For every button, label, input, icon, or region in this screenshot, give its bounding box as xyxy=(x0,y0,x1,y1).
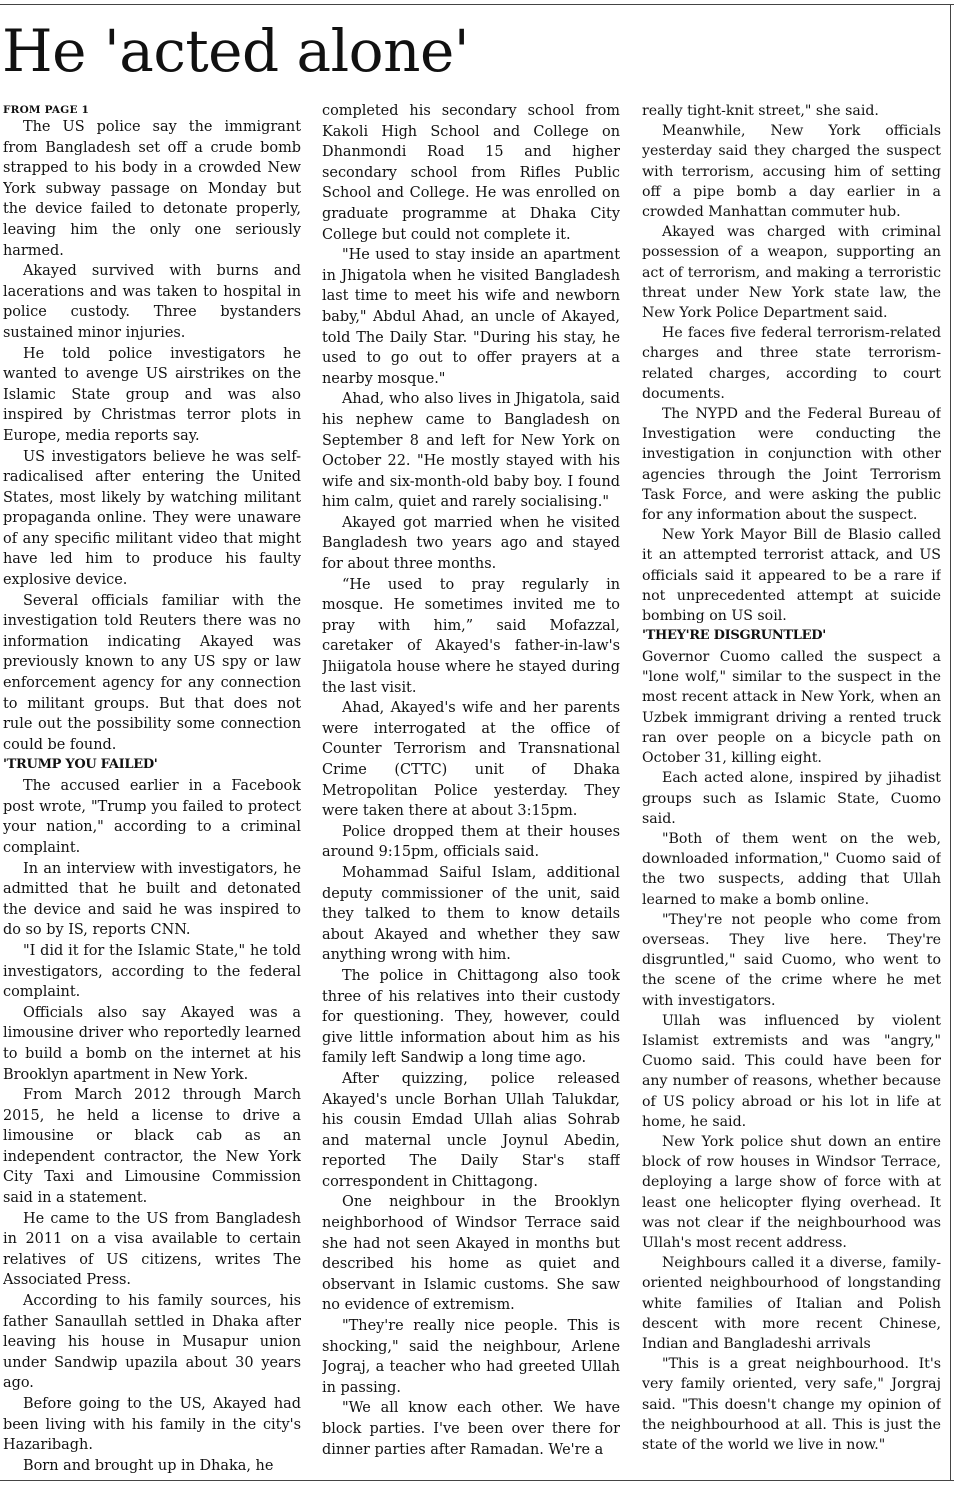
paragraph: He faces five federal terrorism-related charges and three state terrorism-related charges, according to court documents. xyxy=(642,325,941,402)
paragraph: Ullah was influenced by violent Islamist extremists and was "angry," Cuomo said. This could have been for any number of reasons, whether because of US policy abroad or his lot in life at home, he said. xyxy=(642,1012,941,1130)
paragraph: Neighbours called it a diverse, family-oriented neighbourhood of longstanding white families of Italian and Polish descent with more recent Chinese, Indian and Bangladeshi arrivals xyxy=(642,1255,941,1352)
paragraph: In an interview with investigators, he admitted that he built and detonated the device and said he was inspired to do so by IS, reports CNN. xyxy=(3,860,301,939)
paragraph: Before going to the US, Akayed had been living with his family in the city's Hazaribagh. xyxy=(3,1396,301,1454)
paragraph: One neighbour in the Brooklyn neighborhood of Windsor Terrace said she had not seen Akayed in months but described his home as quiet and observant in Islamic customs. She saw no evidence of extremism. xyxy=(322,1194,620,1314)
paragraph: According to his family sources, his father Sanaullah settled in Dhaka after leaving his house in Musapur union under Sandwip upazila about 30 years ago. xyxy=(3,1293,301,1392)
paragraph: really tight-knit street," she said. xyxy=(642,103,879,119)
paragraph: The NYPD and the Federal Bureau of Investigation were conducting the investigation in conjunction with other agencies through the Joint Terrorism Task Force, and were asking the public for any information about the suspect. xyxy=(642,406,941,524)
paragraph: Akayed was charged with criminal possession of a weapon, supporting an act of terrorism, and making a terroristic threat under New York state law, the New York Police Department said. xyxy=(642,224,941,322)
paragraph: Ahad, Akayed's wife and her parents were interrogated at the office of Counter Terrorism and Transnational Crime (CTTC) unit of Dhaka Metropolitan Police yesterday. They were taken there at about 3:15pm. xyxy=(322,700,620,820)
paragraph: After quizzing, police released Akayed's uncle Borhan Ullah Talukdar, his cousin Emdad Ullah alias Sohrab and maternal uncle Joynul Abedin, reported The Daily Star's staff correspondent in Chittagong. xyxy=(322,1070,620,1190)
article-column-2 xyxy=(322,101,620,1479)
right-border-rule xyxy=(950,4,951,1480)
paragraph: He told police investigators he wanted to avenge US airstrikes on the Islamic State group and was also inspired by Christmas terror plots in Europe, media reports say. xyxy=(3,345,301,444)
paragraph: Akayed got married when he visited Bangladesh two years ago and stayed for about three months. xyxy=(322,514,620,573)
paragraph: completed his secondary school from Kakoli High School and College on Dhanmondi Road 15 and higher secondary school from Rifles Public School and College. He was enrolled on graduate programme at Dhaka City College but could not complete it. xyxy=(322,103,620,243)
paragraph: Police dropped them at their houses around 9:15pm, officials said. xyxy=(322,823,620,861)
paragraph: New York Mayor Bill de Blasio called it an attempted terrorist attack, and US officials said it appeared to be a rare if not unprecedented attempt at suicide bombing on US soil. xyxy=(642,527,941,625)
paragraph: US investigators believe he was self-radicalised after entering the United States, most likely by watching militant propaganda online. They were unaware of any specific militant video that might have led him to produce his faulty explosive device. xyxy=(3,448,301,589)
subheading: 'TRUMP YOU FAILED' xyxy=(3,757,158,773)
paragraph: Mohammad Saiful Islam, additional deputy commissioner of the unit, said they talked to them to know details about Akayed and whether they saw anything wrong with him. xyxy=(322,864,620,964)
paragraph: "Both of them went on the web, downloaded information," Cuomo said of the two suspects, adding that Ullah learned to make a bomb online. xyxy=(642,830,941,908)
paragraph: "I did it for the Islamic State," he told investigators, according to the federal complaint. xyxy=(3,942,301,1001)
bottom-rule xyxy=(0,1480,954,1481)
paragraph: The police in Chittagong also took three of his relatives into their custody for questioning. They, however, could give little information about him as his family left Sandwip a long time ago. xyxy=(322,967,620,1067)
paragraph: Meanwhile, New York officials yesterday said they charged the suspect with terrorism, accusing him of setting off a pipe bomb a day earlier in a crowded Manhattan commuter hub. xyxy=(642,123,941,221)
article-column-3 xyxy=(642,101,941,1479)
column-3-body xyxy=(642,101,941,1455)
subheading: 'THEY'RE DISGRUNTLED' xyxy=(642,628,826,644)
paragraph: Akayed survived with burns and lacerations and was taken to hospital in police custody. Three bystanders sustained minor injuries. xyxy=(3,263,301,341)
paragraph: Born and brought up in Dhaka, he xyxy=(23,1457,274,1474)
headline: He 'acted alone' xyxy=(2,17,470,85)
column-2-body xyxy=(322,101,620,1460)
paragraph: "This is a great neighbourhood. It's very family oriented, very safe," Jorgraj said. "This doesn't change my opinion of the neighbourhood at all. This is just the state of the world we live in now." xyxy=(642,1356,941,1453)
article-column-1 xyxy=(3,101,301,1479)
top-rule xyxy=(0,4,954,5)
paragraph: He came to the US from Bangladesh in 2011 on a visa available to certain relatives of US citizens, writes The Associated Press. xyxy=(3,1210,301,1289)
paragraph: "They're really nice people. This is shocking," said the neighbour, Arlene Jograj, a teacher who had greeted Ullah in passing. xyxy=(322,1318,620,1396)
paragraph: Ahad, who also lives in Jhigatola, said his nephew came to Bangladesh on September 8 and left for New York on October 22. "He mostly stayed with his wife and six-month-old baby boy. I found him calm, quiet and rarely socialising." xyxy=(322,391,620,511)
paragraph: "He used to stay inside an apartment in Jhigatola when he visited Bangladesh last time to meet his wife and newborn baby," Abdul Ahad, an uncle of Akayed, told The Daily Star. "During his stay, he used to go out to offer prayers at a nearby mosque." xyxy=(322,247,620,387)
paragraph: “He used to pray regularly in mosque. He sometimes invited me to pray with him,” said Mofazzal, caretaker of Akayed's father-in-law's Jhiigatola house where he stayed during the last visit. xyxy=(322,576,620,696)
paragraph: From March 2012 through March 2015, he held a license to drive a limousine or black cab as an independent contractor, the New York City Taxi and Limousine Commission said in a statement. xyxy=(3,1087,301,1207)
paragraph: The US police say the immigrant from Bangladesh set off a crude bomb strapped to his body in a crowded New York subway passage on Monday but the device failed to detonate properly, leaving him the only one seriously harmed. xyxy=(3,119,301,259)
paragraph: Governor Cuomo called the suspect a "lone wolf," similar to the suspect in the most recent attack in New York, when an Uzbek immigrant driving a rented truck ran over people on a bicycle path on October 31, killing eight. xyxy=(642,649,941,767)
paragraph: Several officials familiar with the investigation told Reuters there was no information indicating Akayed was previously known to any US spy or law enforcement agency for any connection to militant groups. But that does not rule out the possibility some connection could be found. xyxy=(3,592,301,753)
paragraph: "They're not people who come from overseas. They live here. They're disgruntled," said Cuomo, who went to the scene of the crime where he met with investigators. xyxy=(642,911,941,1009)
paragraph: "We all know each other. We have block parties. I've been over there for dinner parties after Ramadan. We're a xyxy=(322,1400,620,1458)
column-1-body xyxy=(3,117,301,1476)
paragraph: The accused earlier in a Facebook post wrote, "Trump you failed to protect your nation," according to a criminal complaint. xyxy=(3,778,301,856)
paragraph: Officials also say Akayed was a limousine driver who reportedly learned to build a bomb on the internet at his Brooklyn apartment in New York. xyxy=(3,1004,301,1083)
paragraph: New York police shut down an entire block of row houses in Windsor Terrace, deploying a large show of force with at least one helicopter flying overhead. It was not clear if the neighbourhood was Ullah's most recent address. xyxy=(642,1133,941,1251)
kicker-from-page-1: FROM PAGE 1 xyxy=(3,104,90,116)
paragraph: Each acted alone, inspired by jihadist groups such as Islamic State, Cuomo said. xyxy=(642,770,941,827)
